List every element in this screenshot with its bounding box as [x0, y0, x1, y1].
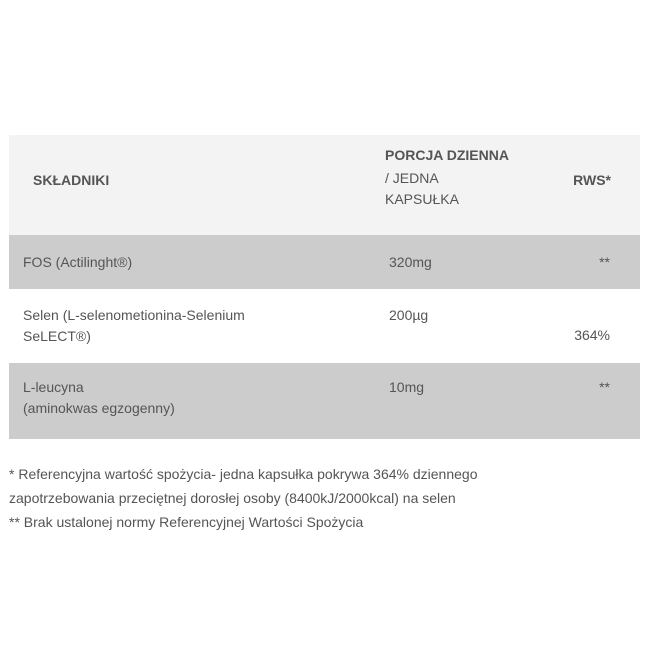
ingredient-rws: ** [599, 379, 610, 395]
ingredient-rws: 364% [574, 327, 610, 343]
ingredient-portion: 10mg [389, 379, 425, 395]
table-row [9, 235, 640, 289]
footnote-line-3: ** Brak ustalonej normy Referencyjnej Wartości Spożycia [9, 514, 364, 530]
table-row [9, 289, 640, 363]
ingredient-portion: 320mg [389, 254, 432, 270]
ingredient-name [23, 252, 132, 273]
header-daily-portion-line3: KAPSUŁKA [385, 191, 459, 207]
ingredients-table [9, 135, 640, 439]
table-header-row [9, 135, 640, 235]
header-ingredients: SKŁADNIKI [33, 172, 110, 188]
footnote-line-2: zapotrzebowania przeciętnej dorosłej osoby (8400kJ/2000kcal) na selen [9, 490, 456, 506]
ingredient-name [23, 305, 323, 347]
ingredient-name [23, 377, 323, 419]
ingredient-name-line1: Selen (L-selenometionina-Selenium [23, 307, 245, 323]
ingredient-portion: 200µg [389, 307, 429, 323]
header-daily-portion-line1: PORCJA DZIENNA [385, 147, 509, 163]
footnotes [9, 462, 639, 534]
header-rws: RWS* [573, 172, 611, 188]
ingredient-name-line2: (aminokwas egzogenny) [23, 400, 175, 416]
header-daily-portion [385, 145, 565, 210]
header-daily-portion-line2: / JEDNA [385, 170, 439, 186]
footnote-line-1: * Referencyjna wartość spożycia- jedna kapsułka pokrywa 364% dziennego [9, 466, 478, 482]
ingredient-rws: ** [599, 254, 610, 270]
ingredient-name-line1: L-leucyna [23, 379, 84, 395]
ingredient-name-line1: FOS (Actilinght®) [23, 254, 133, 270]
table-row [9, 363, 640, 439]
ingredient-name-line2: SeLECT®) [23, 328, 91, 344]
